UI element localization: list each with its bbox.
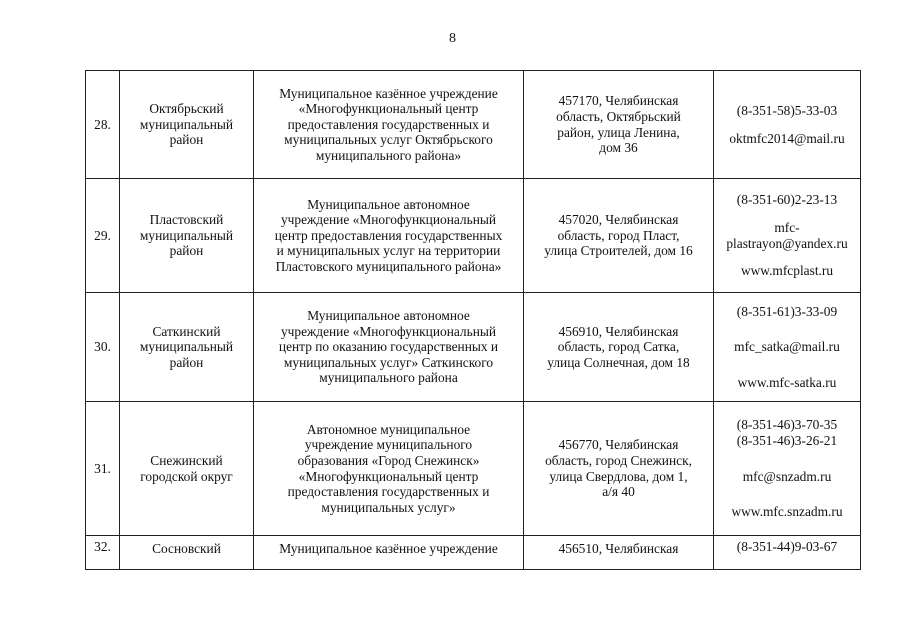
email-address: mfc-	[774, 219, 800, 235]
email-address: mfc_satka@mail.ru	[734, 339, 840, 355]
row-number: 32.	[86, 536, 120, 570]
table-row	[86, 402, 861, 536]
organization-name: Муниципальное автономное учреждение «Многофункциональный центр по оказанию государственных и муниципальных услуг» Саткинского муниципального района	[254, 293, 524, 402]
phone-number: (8-351-60)2-23-13	[736, 192, 838, 208]
municipality-name: Снежинский городской округ	[120, 402, 254, 536]
email-address: oktmfc2014@mail.ru	[729, 130, 845, 146]
postal-address: 456910, Челябинская область, город Сатка, улица Солнечная, дом 18	[524, 293, 714, 402]
municipality-name: Октябрьский муниципальный район	[120, 71, 254, 179]
organization-name: Муниципальное казённое учреждение «Многофункциональный центр предоставления государственных и муниципальных услуг Октябрьского муниципального района»	[254, 71, 524, 179]
table-row	[86, 179, 861, 293]
postal-address: 456770, Челябинская область, город Снежинск, улица Свердлова, дом 1, а/я 40	[524, 402, 714, 536]
email-address: mfc@snzadm.ru	[742, 468, 832, 484]
phone-number: (8-351-44)9-03-67	[736, 539, 838, 554]
phone-number: (8-351-58)5-33-03	[736, 102, 838, 118]
website-url: www.mfcplast.ru	[740, 263, 834, 279]
row-number: 31.	[86, 402, 120, 536]
website-url: www.mfc.snzadm.ru	[731, 504, 843, 520]
row-number: 28.	[86, 71, 120, 179]
contact-info	[714, 293, 861, 402]
website-url: www.mfc-satka.ru	[737, 374, 837, 390]
organization-name: Муниципальное казённое учреждение	[254, 536, 524, 570]
page-number: 8	[449, 31, 456, 46]
table-row	[86, 293, 861, 402]
mfc-directory-table	[85, 70, 861, 570]
organization-name: Автономное муниципальное учреждение муниципального образования «Город Снежинск» «Многофункциональный центр предоставления государственных и муниципальных услуг»	[254, 402, 524, 536]
municipality-name: Пластовский муниципальный район	[120, 179, 254, 293]
row-number: 30.	[86, 293, 120, 402]
contact-info	[714, 71, 861, 179]
phone-number-2: (8-351-46)3-26-21	[736, 432, 838, 448]
municipality-name: Саткинский муниципальный район	[120, 293, 254, 402]
postal-address: 456510, Челябинская	[524, 536, 714, 570]
postal-address: 457020, Челябинская область, город Пласт, улица Строителей, дом 16	[524, 179, 714, 293]
municipality-name: Сосновский	[120, 536, 254, 570]
postal-address: 457170, Челябинская область, Октябрьский район, улица Ленина, дом 36	[524, 71, 714, 179]
contact-info	[714, 536, 861, 570]
phone-number: (8-351-46)3-70-35	[736, 417, 838, 433]
organization-name: Муниципальное автономное учреждение «Многофункциональный центр предоставления государственных и муниципальных услуг на территории Пластовского муниципального района»	[254, 179, 524, 293]
row-number: 29.	[86, 179, 120, 293]
table-row	[86, 536, 861, 570]
phone-number: (8-351-61)3-33-09	[736, 303, 838, 319]
contact-info	[714, 402, 861, 536]
email-address-cont: plastrayon@yandex.ru	[726, 235, 848, 251]
table-row	[86, 71, 861, 179]
contact-info	[714, 179, 861, 293]
